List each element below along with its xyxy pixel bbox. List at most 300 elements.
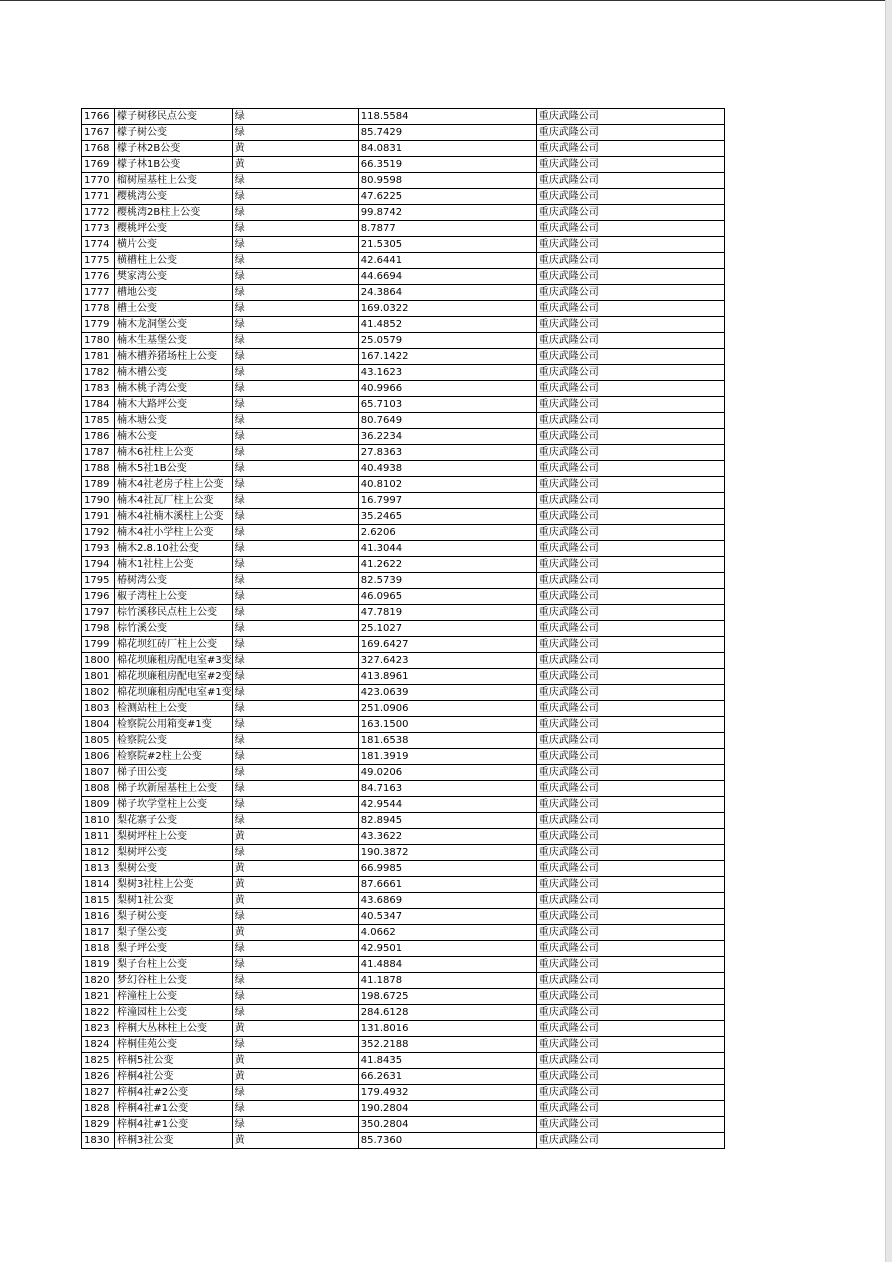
value-cell[interactable]: 118.5584 bbox=[358, 109, 536, 125]
transformer-name-cell[interactable]: 梓潼园柱上公变 bbox=[115, 1005, 233, 1021]
row-id-cell[interactable]: 1790 bbox=[82, 493, 115, 509]
status-color-cell[interactable]: 绿 bbox=[232, 717, 358, 733]
row-id-cell[interactable]: 1805 bbox=[82, 733, 115, 749]
transformer-name-cell[interactable]: 梨子台柱上公变 bbox=[115, 957, 233, 973]
status-color-cell[interactable]: 绿 bbox=[232, 637, 358, 653]
status-color-cell[interactable]: 绿 bbox=[232, 109, 358, 125]
company-cell[interactable]: 重庆武隆公司 bbox=[536, 621, 724, 637]
row-id-cell[interactable]: 1794 bbox=[82, 557, 115, 573]
company-cell[interactable]: 重庆武隆公司 bbox=[536, 1133, 724, 1149]
row-id-cell[interactable]: 1806 bbox=[82, 749, 115, 765]
row-id-cell[interactable]: 1791 bbox=[82, 509, 115, 525]
value-cell[interactable]: 41.2622 bbox=[358, 557, 536, 573]
status-color-cell[interactable]: 绿 bbox=[232, 493, 358, 509]
status-color-cell[interactable]: 绿 bbox=[232, 909, 358, 925]
value-cell[interactable]: 25.0579 bbox=[358, 333, 536, 349]
status-color-cell[interactable]: 绿 bbox=[232, 813, 358, 829]
value-cell[interactable]: 181.3919 bbox=[358, 749, 536, 765]
transformer-name-cell[interactable]: 梨树坪公变 bbox=[115, 845, 233, 861]
company-cell[interactable]: 重庆武隆公司 bbox=[536, 1069, 724, 1085]
company-cell[interactable]: 重庆武隆公司 bbox=[536, 381, 724, 397]
company-cell[interactable]: 重庆武隆公司 bbox=[536, 765, 724, 781]
transformer-name-cell[interactable]: 樱桃湾公变 bbox=[115, 189, 233, 205]
status-color-cell[interactable]: 绿 bbox=[232, 941, 358, 957]
transformer-name-cell[interactable]: 棉花坝廉租房配电室#1变 bbox=[115, 685, 233, 701]
company-cell[interactable]: 重庆武隆公司 bbox=[536, 333, 724, 349]
value-cell[interactable]: 49.0206 bbox=[358, 765, 536, 781]
value-cell[interactable]: 190.2804 bbox=[358, 1101, 536, 1117]
row-id-cell[interactable]: 1785 bbox=[82, 413, 115, 429]
transformer-name-cell[interactable]: 槽土公变 bbox=[115, 301, 233, 317]
row-id-cell[interactable]: 1787 bbox=[82, 445, 115, 461]
company-cell[interactable]: 重庆武隆公司 bbox=[536, 573, 724, 589]
row-id-cell[interactable]: 1798 bbox=[82, 621, 115, 637]
transformer-name-cell[interactable]: 梓桐佳苑公变 bbox=[115, 1037, 233, 1053]
transformer-name-cell[interactable]: 梨树1社公变 bbox=[115, 893, 233, 909]
row-id-cell[interactable]: 1816 bbox=[82, 909, 115, 925]
value-cell[interactable]: 423.0639 bbox=[358, 685, 536, 701]
status-color-cell[interactable]: 绿 bbox=[232, 445, 358, 461]
value-cell[interactable]: 42.6441 bbox=[358, 253, 536, 269]
transformer-name-cell[interactable]: 梨树坪柱上公变 bbox=[115, 829, 233, 845]
transformer-name-cell[interactable]: 檬子树公变 bbox=[115, 125, 233, 141]
row-id-cell[interactable]: 1828 bbox=[82, 1101, 115, 1117]
value-cell[interactable]: 66.2631 bbox=[358, 1069, 536, 1085]
company-cell[interactable]: 重庆武隆公司 bbox=[536, 285, 724, 301]
value-cell[interactable]: 4.0662 bbox=[358, 925, 536, 941]
row-id-cell[interactable]: 1799 bbox=[82, 637, 115, 653]
row-id-cell[interactable]: 1779 bbox=[82, 317, 115, 333]
company-cell[interactable]: 重庆武隆公司 bbox=[536, 909, 724, 925]
transformer-name-cell[interactable]: 樱桃湾2B柱上公变 bbox=[115, 205, 233, 221]
value-cell[interactable]: 41.4852 bbox=[358, 317, 536, 333]
value-cell[interactable]: 169.0322 bbox=[358, 301, 536, 317]
row-id-cell[interactable]: 1821 bbox=[82, 989, 115, 1005]
transformer-name-cell[interactable]: 楠木塘公变 bbox=[115, 413, 233, 429]
value-cell[interactable]: 167.1422 bbox=[358, 349, 536, 365]
status-color-cell[interactable]: 绿 bbox=[232, 589, 358, 605]
row-id-cell[interactable]: 1812 bbox=[82, 845, 115, 861]
value-cell[interactable]: 41.8435 bbox=[358, 1053, 536, 1069]
status-color-cell[interactable]: 绿 bbox=[232, 461, 358, 477]
company-cell[interactable]: 重庆武隆公司 bbox=[536, 733, 724, 749]
row-id-cell[interactable]: 1804 bbox=[82, 717, 115, 733]
value-cell[interactable]: 85.7360 bbox=[358, 1133, 536, 1149]
value-cell[interactable]: 85.7429 bbox=[358, 125, 536, 141]
row-id-cell[interactable]: 1825 bbox=[82, 1053, 115, 1069]
transformer-name-cell[interactable]: 梓桐4社公变 bbox=[115, 1069, 233, 1085]
status-color-cell[interactable]: 绿 bbox=[232, 973, 358, 989]
value-cell[interactable]: 47.7819 bbox=[358, 605, 536, 621]
status-color-cell[interactable]: 绿 bbox=[232, 1117, 358, 1133]
value-cell[interactable]: 21.5305 bbox=[358, 237, 536, 253]
transformer-name-cell[interactable]: 梓桐5社公变 bbox=[115, 1053, 233, 1069]
row-id-cell[interactable]: 1815 bbox=[82, 893, 115, 909]
value-cell[interactable]: 40.8102 bbox=[358, 477, 536, 493]
status-color-cell[interactable]: 黄 bbox=[232, 1133, 358, 1149]
value-cell[interactable]: 251.0906 bbox=[358, 701, 536, 717]
status-color-cell[interactable]: 绿 bbox=[232, 653, 358, 669]
row-id-cell[interactable]: 1820 bbox=[82, 973, 115, 989]
row-id-cell[interactable]: 1800 bbox=[82, 653, 115, 669]
company-cell[interactable]: 重庆武隆公司 bbox=[536, 669, 724, 685]
company-cell[interactable]: 重庆武隆公司 bbox=[536, 589, 724, 605]
value-cell[interactable]: 84.0831 bbox=[358, 141, 536, 157]
company-cell[interactable]: 重庆武隆公司 bbox=[536, 493, 724, 509]
value-cell[interactable]: 80.7649 bbox=[358, 413, 536, 429]
transformer-name-cell[interactable]: 椿树湾公变 bbox=[115, 573, 233, 589]
status-color-cell[interactable]: 绿 bbox=[232, 701, 358, 717]
company-cell[interactable]: 重庆武隆公司 bbox=[536, 397, 724, 413]
row-id-cell[interactable]: 1818 bbox=[82, 941, 115, 957]
value-cell[interactable]: 42.9501 bbox=[358, 941, 536, 957]
status-color-cell[interactable]: 绿 bbox=[232, 173, 358, 189]
transformer-name-cell[interactable]: 榴树屋基柱上公变 bbox=[115, 173, 233, 189]
transformer-name-cell[interactable]: 檬子林1B公变 bbox=[115, 157, 233, 173]
status-color-cell[interactable]: 绿 bbox=[232, 1101, 358, 1117]
company-cell[interactable]: 重庆武隆公司 bbox=[536, 477, 724, 493]
transformer-name-cell[interactable]: 楠木1社柱上公变 bbox=[115, 557, 233, 573]
transformer-name-cell[interactable]: 楠木槽公变 bbox=[115, 365, 233, 381]
row-id-cell[interactable]: 1809 bbox=[82, 797, 115, 813]
row-id-cell[interactable]: 1782 bbox=[82, 365, 115, 381]
company-cell[interactable]: 重庆武隆公司 bbox=[536, 861, 724, 877]
company-cell[interactable]: 重庆武隆公司 bbox=[536, 541, 724, 557]
company-cell[interactable]: 重庆武隆公司 bbox=[536, 173, 724, 189]
company-cell[interactable]: 重庆武隆公司 bbox=[536, 1005, 724, 1021]
status-color-cell[interactable]: 绿 bbox=[232, 285, 358, 301]
value-cell[interactable]: 284.6128 bbox=[358, 1005, 536, 1021]
row-id-cell[interactable]: 1772 bbox=[82, 205, 115, 221]
value-cell[interactable]: 46.0965 bbox=[358, 589, 536, 605]
row-id-cell[interactable]: 1817 bbox=[82, 925, 115, 941]
value-cell[interactable]: 131.8016 bbox=[358, 1021, 536, 1037]
company-cell[interactable]: 重庆武隆公司 bbox=[536, 205, 724, 221]
row-id-cell[interactable]: 1766 bbox=[82, 109, 115, 125]
row-id-cell[interactable]: 1784 bbox=[82, 397, 115, 413]
transformer-name-cell[interactable]: 槽地公变 bbox=[115, 285, 233, 301]
status-color-cell[interactable]: 绿 bbox=[232, 525, 358, 541]
value-cell[interactable]: 327.6423 bbox=[358, 653, 536, 669]
value-cell[interactable]: 8.7877 bbox=[358, 221, 536, 237]
company-cell[interactable]: 重庆武隆公司 bbox=[536, 1117, 724, 1133]
row-id-cell[interactable]: 1793 bbox=[82, 541, 115, 557]
row-id-cell[interactable]: 1810 bbox=[82, 813, 115, 829]
status-color-cell[interactable]: 绿 bbox=[232, 781, 358, 797]
row-id-cell[interactable]: 1830 bbox=[82, 1133, 115, 1149]
company-cell[interactable]: 重庆武隆公司 bbox=[536, 893, 724, 909]
row-id-cell[interactable]: 1788 bbox=[82, 461, 115, 477]
status-color-cell[interactable]: 绿 bbox=[232, 269, 358, 285]
transformer-name-cell[interactable]: 梯子田公变 bbox=[115, 765, 233, 781]
row-id-cell[interactable]: 1807 bbox=[82, 765, 115, 781]
company-cell[interactable]: 重庆武隆公司 bbox=[536, 1021, 724, 1037]
value-cell[interactable]: 44.6694 bbox=[358, 269, 536, 285]
value-cell[interactable]: 47.6225 bbox=[358, 189, 536, 205]
row-id-cell[interactable]: 1827 bbox=[82, 1085, 115, 1101]
row-id-cell[interactable]: 1775 bbox=[82, 253, 115, 269]
transformer-name-cell[interactable]: 梓桐大丛林柱上公变 bbox=[115, 1021, 233, 1037]
value-cell[interactable]: 181.6538 bbox=[358, 733, 536, 749]
value-cell[interactable]: 24.3864 bbox=[358, 285, 536, 301]
transformer-name-cell[interactable]: 梦幻谷柱上公变 bbox=[115, 973, 233, 989]
transformer-name-cell[interactable]: 梯子坎新屋基柱上公变 bbox=[115, 781, 233, 797]
value-cell[interactable]: 65.7103 bbox=[358, 397, 536, 413]
transformer-name-cell[interactable]: 梯子坎学堂柱上公变 bbox=[115, 797, 233, 813]
company-cell[interactable]: 重庆武隆公司 bbox=[536, 957, 724, 973]
row-id-cell[interactable]: 1792 bbox=[82, 525, 115, 541]
transformer-name-cell[interactable]: 楠木2.8.10社公变 bbox=[115, 541, 233, 557]
row-id-cell[interactable]: 1770 bbox=[82, 173, 115, 189]
transformer-name-cell[interactable]: 梨子堡公变 bbox=[115, 925, 233, 941]
value-cell[interactable]: 41.4884 bbox=[358, 957, 536, 973]
status-color-cell[interactable]: 绿 bbox=[232, 365, 358, 381]
transformer-name-cell[interactable]: 梨子坪公变 bbox=[115, 941, 233, 957]
company-cell[interactable]: 重庆武隆公司 bbox=[536, 429, 724, 445]
company-cell[interactable]: 重庆武隆公司 bbox=[536, 349, 724, 365]
status-color-cell[interactable]: 黄 bbox=[232, 1021, 358, 1037]
company-cell[interactable]: 重庆武隆公司 bbox=[536, 317, 724, 333]
row-id-cell[interactable]: 1776 bbox=[82, 269, 115, 285]
company-cell[interactable]: 重庆武隆公司 bbox=[536, 637, 724, 653]
status-color-cell[interactable]: 绿 bbox=[232, 685, 358, 701]
transformer-name-cell[interactable]: 楠木5社1B公变 bbox=[115, 461, 233, 477]
row-id-cell[interactable]: 1773 bbox=[82, 221, 115, 237]
row-id-cell[interactable]: 1802 bbox=[82, 685, 115, 701]
status-color-cell[interactable]: 绿 bbox=[232, 381, 358, 397]
value-cell[interactable]: 16.7997 bbox=[358, 493, 536, 509]
value-cell[interactable]: 41.3044 bbox=[358, 541, 536, 557]
transformer-name-cell[interactable]: 检测站柱上公变 bbox=[115, 701, 233, 717]
value-cell[interactable]: 27.8363 bbox=[358, 445, 536, 461]
company-cell[interactable]: 重庆武隆公司 bbox=[536, 653, 724, 669]
transformer-name-cell[interactable]: 楠木生基堡公变 bbox=[115, 333, 233, 349]
company-cell[interactable]: 重庆武隆公司 bbox=[536, 125, 724, 141]
transformer-name-cell[interactable]: 梓桐3社公变 bbox=[115, 1133, 233, 1149]
row-id-cell[interactable]: 1822 bbox=[82, 1005, 115, 1021]
row-id-cell[interactable]: 1826 bbox=[82, 1069, 115, 1085]
company-cell[interactable]: 重庆武隆公司 bbox=[536, 301, 724, 317]
status-color-cell[interactable]: 黄 bbox=[232, 893, 358, 909]
company-cell[interactable]: 重庆武隆公司 bbox=[536, 925, 724, 941]
transformer-name-cell[interactable]: 梨树公变 bbox=[115, 861, 233, 877]
transformer-name-cell[interactable]: 樊家湾公变 bbox=[115, 269, 233, 285]
status-color-cell[interactable]: 绿 bbox=[232, 845, 358, 861]
value-cell[interactable]: 66.3519 bbox=[358, 157, 536, 173]
company-cell[interactable]: 重庆武隆公司 bbox=[536, 557, 724, 573]
status-color-cell[interactable]: 绿 bbox=[232, 557, 358, 573]
value-cell[interactable]: 42.9544 bbox=[358, 797, 536, 813]
company-cell[interactable]: 重庆武隆公司 bbox=[536, 973, 724, 989]
row-id-cell[interactable]: 1824 bbox=[82, 1037, 115, 1053]
status-color-cell[interactable]: 绿 bbox=[232, 797, 358, 813]
row-id-cell[interactable]: 1781 bbox=[82, 349, 115, 365]
transformer-name-cell[interactable]: 椒子湾柱上公变 bbox=[115, 589, 233, 605]
transformer-name-cell[interactable]: 檬子树移民点公变 bbox=[115, 109, 233, 125]
transformer-name-cell[interactable]: 棕竹溪移民点柱上公变 bbox=[115, 605, 233, 621]
value-cell[interactable]: 43.6869 bbox=[358, 893, 536, 909]
row-id-cell[interactable]: 1795 bbox=[82, 573, 115, 589]
row-id-cell[interactable]: 1829 bbox=[82, 1117, 115, 1133]
value-cell[interactable]: 40.9966 bbox=[358, 381, 536, 397]
status-color-cell[interactable]: 绿 bbox=[232, 541, 358, 557]
transformer-name-cell[interactable]: 楠木槽养猪场柱上公变 bbox=[115, 349, 233, 365]
value-cell[interactable]: 190.3872 bbox=[358, 845, 536, 861]
value-cell[interactable]: 43.3622 bbox=[358, 829, 536, 845]
value-cell[interactable]: 43.1623 bbox=[358, 365, 536, 381]
value-cell[interactable]: 80.9598 bbox=[358, 173, 536, 189]
row-id-cell[interactable]: 1797 bbox=[82, 605, 115, 621]
company-cell[interactable]: 重庆武隆公司 bbox=[536, 253, 724, 269]
row-id-cell[interactable]: 1778 bbox=[82, 301, 115, 317]
transformer-name-cell[interactable]: 楠木4社老房子柱上公变 bbox=[115, 477, 233, 493]
company-cell[interactable]: 重庆武隆公司 bbox=[536, 461, 724, 477]
value-cell[interactable]: 169.6427 bbox=[358, 637, 536, 653]
transformer-name-cell[interactable]: 梓潼柱上公变 bbox=[115, 989, 233, 1005]
value-cell[interactable]: 179.4932 bbox=[358, 1085, 536, 1101]
company-cell[interactable]: 重庆武隆公司 bbox=[536, 605, 724, 621]
row-id-cell[interactable]: 1789 bbox=[82, 477, 115, 493]
transformer-name-cell[interactable]: 梓桐4社#1公变 bbox=[115, 1117, 233, 1133]
transformer-name-cell[interactable]: 楠木大路坪公变 bbox=[115, 397, 233, 413]
status-color-cell[interactable]: 绿 bbox=[232, 1037, 358, 1053]
company-cell[interactable]: 重庆武隆公司 bbox=[536, 189, 724, 205]
status-color-cell[interactable]: 绿 bbox=[232, 605, 358, 621]
row-id-cell[interactable]: 1819 bbox=[82, 957, 115, 973]
value-cell[interactable]: 25.1027 bbox=[358, 621, 536, 637]
transformer-name-cell[interactable]: 楠木4社楠木溪柱上公变 bbox=[115, 509, 233, 525]
company-cell[interactable]: 重庆武隆公司 bbox=[536, 717, 724, 733]
transformer-name-cell[interactable]: 楠木4社瓦厂柱上公变 bbox=[115, 493, 233, 509]
status-color-cell[interactable]: 绿 bbox=[232, 621, 358, 637]
company-cell[interactable]: 重庆武隆公司 bbox=[536, 157, 724, 173]
status-color-cell[interactable]: 绿 bbox=[232, 333, 358, 349]
transformer-name-cell[interactable]: 楠木4社小学柱上公变 bbox=[115, 525, 233, 541]
transformer-name-cell[interactable]: 梓桐4社#1公变 bbox=[115, 1101, 233, 1117]
transformer-name-cell[interactable]: 楠木龙洞堡公变 bbox=[115, 317, 233, 333]
transformer-name-cell[interactable]: 棉花坝廉租房配电室#2变 bbox=[115, 669, 233, 685]
transformer-name-cell[interactable]: 楠木桃子湾公变 bbox=[115, 381, 233, 397]
row-id-cell[interactable]: 1780 bbox=[82, 333, 115, 349]
row-id-cell[interactable]: 1783 bbox=[82, 381, 115, 397]
status-color-cell[interactable]: 绿 bbox=[232, 205, 358, 221]
transformer-name-cell[interactable]: 梓桐4社#2公变 bbox=[115, 1085, 233, 1101]
value-cell[interactable]: 66.9985 bbox=[358, 861, 536, 877]
status-color-cell[interactable]: 绿 bbox=[232, 349, 358, 365]
company-cell[interactable]: 重庆武隆公司 bbox=[536, 1101, 724, 1117]
scrollbar-track[interactable] bbox=[885, 0, 892, 1262]
value-cell[interactable]: 413.8961 bbox=[358, 669, 536, 685]
value-cell[interactable]: 40.5347 bbox=[358, 909, 536, 925]
row-id-cell[interactable]: 1768 bbox=[82, 141, 115, 157]
company-cell[interactable]: 重庆武隆公司 bbox=[536, 845, 724, 861]
company-cell[interactable]: 重庆武隆公司 bbox=[536, 221, 724, 237]
row-id-cell[interactable]: 1796 bbox=[82, 589, 115, 605]
transformer-name-cell[interactable]: 检察院#2柱上公变 bbox=[115, 749, 233, 765]
company-cell[interactable]: 重庆武隆公司 bbox=[536, 237, 724, 253]
value-cell[interactable]: 350.2804 bbox=[358, 1117, 536, 1133]
status-color-cell[interactable]: 黄 bbox=[232, 925, 358, 941]
transformer-name-cell[interactable]: 楠木公变 bbox=[115, 429, 233, 445]
company-cell[interactable]: 重庆武隆公司 bbox=[536, 701, 724, 717]
status-color-cell[interactable]: 绿 bbox=[232, 749, 358, 765]
value-cell[interactable]: 41.1878 bbox=[358, 973, 536, 989]
value-cell[interactable]: 198.6725 bbox=[358, 989, 536, 1005]
status-color-cell[interactable]: 绿 bbox=[232, 957, 358, 973]
value-cell[interactable]: 36.2234 bbox=[358, 429, 536, 445]
company-cell[interactable]: 重庆武隆公司 bbox=[536, 109, 724, 125]
value-cell[interactable]: 2.6206 bbox=[358, 525, 536, 541]
status-color-cell[interactable]: 绿 bbox=[232, 573, 358, 589]
status-color-cell[interactable]: 黄 bbox=[232, 829, 358, 845]
row-id-cell[interactable]: 1823 bbox=[82, 1021, 115, 1037]
status-color-cell[interactable]: 绿 bbox=[232, 765, 358, 781]
status-color-cell[interactable]: 绿 bbox=[232, 301, 358, 317]
value-cell[interactable]: 352.2188 bbox=[358, 1037, 536, 1053]
company-cell[interactable]: 重庆武隆公司 bbox=[536, 365, 724, 381]
status-color-cell[interactable]: 绿 bbox=[232, 1085, 358, 1101]
transformer-name-cell[interactable]: 横槽柱上公变 bbox=[115, 253, 233, 269]
status-color-cell[interactable]: 绿 bbox=[232, 397, 358, 413]
status-color-cell[interactable]: 黄 bbox=[232, 877, 358, 893]
value-cell[interactable]: 40.4938 bbox=[358, 461, 536, 477]
row-id-cell[interactable]: 1811 bbox=[82, 829, 115, 845]
transformer-name-cell[interactable]: 检察院公用箱变#1变 bbox=[115, 717, 233, 733]
value-cell[interactable]: 82.8945 bbox=[358, 813, 536, 829]
status-color-cell[interactable]: 黄 bbox=[232, 1053, 358, 1069]
row-id-cell[interactable]: 1767 bbox=[82, 125, 115, 141]
transformer-name-cell[interactable]: 梨花寨子公变 bbox=[115, 813, 233, 829]
company-cell[interactable]: 重庆武隆公司 bbox=[536, 413, 724, 429]
status-color-cell[interactable]: 绿 bbox=[232, 989, 358, 1005]
status-color-cell[interactable]: 绿 bbox=[232, 253, 358, 269]
transformer-name-cell[interactable]: 棉花坝红砖厂柱上公变 bbox=[115, 637, 233, 653]
company-cell[interactable]: 重庆武隆公司 bbox=[536, 445, 724, 461]
status-color-cell[interactable]: 绿 bbox=[232, 221, 358, 237]
company-cell[interactable]: 重庆武隆公司 bbox=[536, 781, 724, 797]
company-cell[interactable]: 重庆武隆公司 bbox=[536, 813, 724, 829]
transformer-name-cell[interactable]: 梨树3社柱上公变 bbox=[115, 877, 233, 893]
row-id-cell[interactable]: 1771 bbox=[82, 189, 115, 205]
status-color-cell[interactable]: 绿 bbox=[232, 189, 358, 205]
row-id-cell[interactable]: 1814 bbox=[82, 877, 115, 893]
transformer-name-cell[interactable]: 检察院公变 bbox=[115, 733, 233, 749]
value-cell[interactable]: 84.7163 bbox=[358, 781, 536, 797]
transformer-name-cell[interactable]: 棕竹溪公变 bbox=[115, 621, 233, 637]
company-cell[interactable]: 重庆武隆公司 bbox=[536, 1053, 724, 1069]
row-id-cell[interactable]: 1786 bbox=[82, 429, 115, 445]
status-color-cell[interactable]: 黄 bbox=[232, 1069, 358, 1085]
value-cell[interactable]: 163.1500 bbox=[358, 717, 536, 733]
status-color-cell[interactable]: 绿 bbox=[232, 237, 358, 253]
row-id-cell[interactable]: 1769 bbox=[82, 157, 115, 173]
transformer-name-cell[interactable]: 棉花坝廉租房配电室#3变 bbox=[115, 653, 233, 669]
row-id-cell[interactable]: 1777 bbox=[82, 285, 115, 301]
row-id-cell[interactable]: 1813 bbox=[82, 861, 115, 877]
status-color-cell[interactable]: 绿 bbox=[232, 509, 358, 525]
status-color-cell[interactable]: 绿 bbox=[232, 477, 358, 493]
company-cell[interactable]: 重庆武隆公司 bbox=[536, 1037, 724, 1053]
company-cell[interactable]: 重庆武隆公司 bbox=[536, 749, 724, 765]
value-cell[interactable]: 99.8742 bbox=[358, 205, 536, 221]
company-cell[interactable]: 重庆武隆公司 bbox=[536, 941, 724, 957]
row-id-cell[interactable]: 1803 bbox=[82, 701, 115, 717]
company-cell[interactable]: 重庆武隆公司 bbox=[536, 269, 724, 285]
row-id-cell[interactable]: 1801 bbox=[82, 669, 115, 685]
company-cell[interactable]: 重庆武隆公司 bbox=[536, 877, 724, 893]
transformer-name-cell[interactable]: 樱桃坪公变 bbox=[115, 221, 233, 237]
row-id-cell[interactable]: 1774 bbox=[82, 237, 115, 253]
